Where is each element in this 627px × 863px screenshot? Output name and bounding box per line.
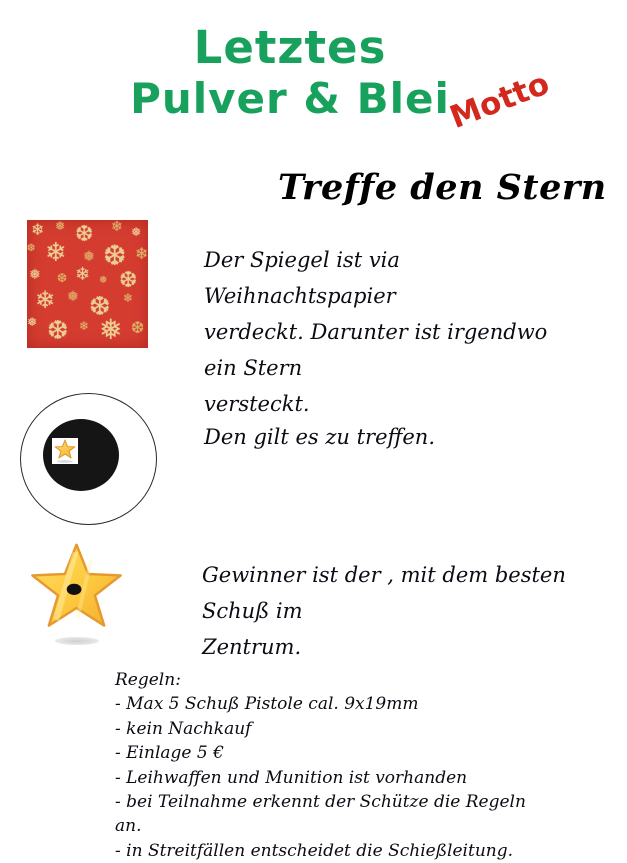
- star-patch-square: [52, 438, 78, 464]
- snowflake-icon: ❅: [99, 275, 108, 286]
- snowflake-icon: ❄: [35, 286, 56, 314]
- snowflake-icon: ❆: [119, 268, 138, 293]
- snowflake-icon: ❄: [79, 319, 90, 333]
- snowflake-icon: ❅: [55, 220, 66, 233]
- snowflake-icon: ❆: [27, 243, 36, 254]
- snowflake-icon: ❄: [123, 291, 134, 305]
- paragraph-line: Der Spiegel ist via Weihnachtspapier: [204, 248, 400, 308]
- snowflake-icon: ❅: [99, 313, 123, 346]
- snowflake-icon: ❆: [103, 239, 127, 272]
- rule-item: - Einlage 5 €: [115, 743, 224, 764]
- snowflake-icon: ❅: [27, 315, 38, 329]
- patch-shadow: [57, 460, 73, 463]
- snowflake-icon: ❅: [83, 249, 95, 265]
- rule-item: - Leihwaffen und Munition ist vorhanden: [115, 767, 468, 788]
- rule-item: - bei Teilnahme erkennt der Schütze die Regeln an.: [115, 792, 526, 837]
- rules-list: [115, 668, 535, 863]
- target-mirror: [20, 393, 157, 525]
- title-line-2: Pulver & Blei: [130, 74, 450, 123]
- snowflake-icon: ❆: [131, 318, 145, 337]
- page-title: [70, 22, 510, 124]
- snowflake-icon: ❅: [131, 225, 142, 239]
- paragraph-line: Den gilt es zu treffen.: [204, 425, 436, 449]
- subtitle-treffe-den-stern: Treffe den Stern: [278, 167, 607, 208]
- christmas-wrapping-paper: [27, 220, 148, 348]
- snowflake-icon: ❆: [89, 292, 111, 322]
- title-line-1: Letztes: [193, 21, 387, 74]
- snowflake-icon: ❄: [31, 220, 45, 239]
- paragraph-treffen: [204, 419, 504, 455]
- rule-item: - in Streitfällen entscheidet die Schießleitung.: [115, 840, 513, 861]
- paragraph-spiegel: [204, 242, 564, 422]
- paragraph-line: Zentrum.: [202, 635, 302, 659]
- rule-item: - kein Nachkauf: [115, 718, 252, 739]
- bullet-hole: [67, 584, 82, 595]
- star-shadow: [55, 637, 99, 645]
- rules-heading: Regeln:: [115, 670, 181, 690]
- snowflake-icon: ❄: [135, 244, 148, 263]
- small-star-icon: [54, 439, 76, 460]
- snowflake-icon: ❅: [29, 267, 41, 283]
- snowflake-icon: ❄: [111, 220, 123, 235]
- paragraph-line: Gewinner ist der , mit dem besten Schuß im: [202, 563, 566, 623]
- snowflake-icon: ❄: [75, 264, 91, 285]
- gold-star-icon: [28, 541, 125, 634]
- snowflake-icon: ❄: [45, 238, 67, 268]
- paragraph-gewinner: [202, 557, 602, 665]
- snowflake-icon: ❆: [57, 271, 68, 285]
- paragraph-line: verdeckt. Darunter ist irgendwo ein Stern: [204, 320, 548, 380]
- snowflake-icon: ❆: [75, 222, 94, 247]
- rule-item: - Max 5 Schuß Pistole cal. 9x19mm: [115, 694, 419, 715]
- snowflake-icon: ❅: [67, 289, 79, 305]
- paragraph-line: versteckt.: [204, 392, 310, 416]
- snowflake-icon: ❆: [47, 316, 69, 346]
- motto-label: Motto: [445, 65, 555, 136]
